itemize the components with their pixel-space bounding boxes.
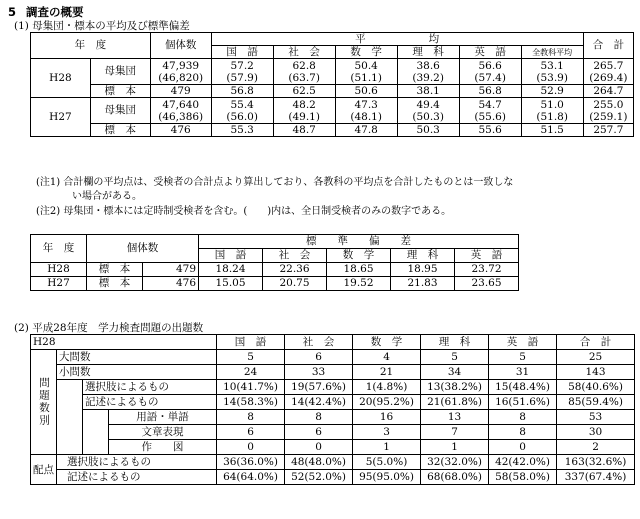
value-cell: 8 <box>489 425 557 440</box>
subject-header: 理 科 <box>391 249 455 263</box>
total-header: 合 計 <box>557 335 635 350</box>
value-cell: 34 <box>421 365 489 380</box>
subsection-1-title: (1) 母集団・標本の平均及び標準偏差 <box>14 20 190 32</box>
value-cell: 0 <box>285 440 353 455</box>
value-cell: 55.3 <box>211 124 273 137</box>
subject-header: 英 語 <box>459 46 521 59</box>
value-cell: 14(58.3%) <box>217 395 285 410</box>
value-cell: 62.5 <box>273 85 335 98</box>
total-cell: 58(40.6%) <box>557 380 635 395</box>
value-cell: 42(42.0%) <box>489 455 557 470</box>
total-cell: 255.0 (259.1) <box>583 98 633 124</box>
total-cell: 25 <box>557 350 635 365</box>
value-cell: 1 <box>421 440 489 455</box>
value-cell: 13 <box>421 410 489 425</box>
value-cell: 55.4 (56.0) <box>211 98 273 124</box>
value-cell: 21 <box>353 365 421 380</box>
year-cell: H27 <box>31 98 91 137</box>
row-label: 選択肢によるもの <box>83 380 217 395</box>
row-label: 小問数 <box>57 365 217 380</box>
indent-cell <box>83 410 109 455</box>
value-cell: 16(51.6%) <box>489 395 557 410</box>
year-header: 年 度 <box>31 33 151 59</box>
value-cell: 54.7 (55.6) <box>459 98 521 124</box>
row-label: 用語・単語 <box>109 410 217 425</box>
group-cell: 標 本 <box>87 263 143 277</box>
subject-header: 国 語 <box>211 46 273 59</box>
row-label: 作 図 <box>109 440 217 455</box>
corner-label: H28 <box>31 335 217 350</box>
value-cell: 52.9 <box>521 85 583 98</box>
value-cell: 62.8 (63.7) <box>273 59 335 85</box>
value-cell: 14(42.4%) <box>285 395 353 410</box>
value-cell: 53.1 (53.9) <box>521 59 583 85</box>
value-cell: 7 <box>421 425 489 440</box>
subject-header: 数 学 <box>327 249 391 263</box>
subject-header: 全教科平均 <box>521 46 583 59</box>
total-cell: 265.7 (269.4) <box>583 59 633 85</box>
value-cell: 21(61.8%) <box>421 395 489 410</box>
subsection-2-title: (2) 平成28年度 学力検査問題の出題数 <box>14 322 204 334</box>
value-cell: 6 <box>285 425 353 440</box>
value-cell: 15.05 <box>199 277 263 291</box>
value-cell: 95(95.0%) <box>353 470 421 485</box>
value-cell: 52(52.0%) <box>285 470 353 485</box>
subject-header: 数 学 <box>335 46 397 59</box>
group-cell: 母集団 <box>90 59 150 85</box>
value-cell: 56.6 (57.4) <box>459 59 521 85</box>
value-cell: 50.3 <box>397 124 459 137</box>
count-cell: 47,939 (46,820) <box>150 59 211 85</box>
value-cell: 18.95 <box>391 263 455 277</box>
value-cell: 21.83 <box>391 277 455 291</box>
count-cell: 479 <box>150 85 211 98</box>
year-cell: H28 <box>31 263 87 277</box>
value-cell: 5 <box>489 350 557 365</box>
count-cell: 476 <box>150 124 211 137</box>
value-cell: 48.2 (49.1) <box>273 98 335 124</box>
value-cell: 48(48.0%) <box>285 455 353 470</box>
points-side-label: 配点 <box>31 455 57 485</box>
row-label: 記述によるもの <box>57 470 217 485</box>
value-cell: 8 <box>285 410 353 425</box>
note-1: (注1) 合計欄の平均点は、受検者の合計点より算出しており、各教科の平均点を合計したものとは一致しな い場合がある。 <box>36 177 514 202</box>
value-cell: 68(68.0%) <box>421 470 489 485</box>
value-cell: 50.6 <box>335 85 397 98</box>
subject-header: 社 会 <box>273 46 335 59</box>
value-cell: 50.4 (51.1) <box>335 59 397 85</box>
group-cell: 標 本 <box>87 277 143 291</box>
total-cell: 30 <box>557 425 635 440</box>
value-cell: 47.8 <box>335 124 397 137</box>
group-cell: 標 本 <box>90 85 150 98</box>
value-cell: 51.0 (51.8) <box>521 98 583 124</box>
value-cell: 10(41.7%) <box>217 380 285 395</box>
question-count-table <box>30 334 635 485</box>
value-cell: 6 <box>217 425 285 440</box>
value-cell: 51.5 <box>521 124 583 137</box>
mean-table <box>30 32 634 137</box>
total-cell: 85(59.4%) <box>557 395 635 410</box>
subject-header: 理 科 <box>421 335 489 350</box>
value-cell: 15(48.4%) <box>489 380 557 395</box>
value-cell: 33 <box>285 365 353 380</box>
value-cell: 1 <box>353 440 421 455</box>
count-cell: 476 <box>143 277 199 291</box>
value-cell: 56.8 <box>459 85 521 98</box>
group-cell: 母集団 <box>90 98 150 124</box>
value-cell: 0 <box>217 440 285 455</box>
total-cell: 53 <box>557 410 635 425</box>
value-cell: 5 <box>217 350 285 365</box>
value-cell: 49.4 (50.3) <box>397 98 459 124</box>
total-cell: 264.7 <box>583 85 633 98</box>
subject-header: 社 会 <box>285 335 353 350</box>
value-cell: 36(36.0%) <box>217 455 285 470</box>
value-cell: 13(38.2%) <box>421 380 489 395</box>
row-label: 文章表現 <box>109 425 217 440</box>
year-cell: H27 <box>31 277 87 291</box>
group-cell: 標 本 <box>90 124 150 137</box>
question-count-side-label: 問題数別 <box>31 350 57 455</box>
value-cell: 64(64.0%) <box>217 470 285 485</box>
total-cell: 2 <box>557 440 635 455</box>
subject-header: 英 語 <box>489 335 557 350</box>
count-cell: 47,640 (46,386) <box>150 98 211 124</box>
value-cell: 3 <box>353 425 421 440</box>
value-cell: 4 <box>353 350 421 365</box>
value-cell: 16 <box>353 410 421 425</box>
count-cell: 479 <box>143 263 199 277</box>
value-cell: 19.52 <box>327 277 391 291</box>
subject-header: 社 会 <box>263 249 327 263</box>
section-title: 調査の概要 <box>26 5 84 19</box>
note-2: (注2) 母集団・標本には定時制受検者を含む。( )内は、全日制受検者のみの数字である。 <box>36 206 452 217</box>
total-cell: 143 <box>557 365 635 380</box>
total-cell: 163(32.6%) <box>557 455 635 470</box>
value-cell: 18.65 <box>327 263 391 277</box>
value-cell: 0 <box>489 440 557 455</box>
value-cell: 22.36 <box>263 263 327 277</box>
value-cell: 55.6 <box>459 124 521 137</box>
count-header: 個体数 <box>150 33 211 59</box>
value-cell: 23.65 <box>455 277 519 291</box>
count-header: 個体数 <box>87 235 199 263</box>
value-cell: 32(32.0%) <box>421 455 489 470</box>
value-cell: 19(57.6%) <box>285 380 353 395</box>
value-cell: 18.24 <box>199 263 263 277</box>
row-label: 記述によるもの <box>83 395 217 410</box>
value-cell: 6 <box>285 350 353 365</box>
value-cell: 8 <box>217 410 285 425</box>
subject-header: 国 語 <box>199 249 263 263</box>
subject-header: 理 科 <box>397 46 459 59</box>
value-cell: 31 <box>489 365 557 380</box>
value-cell: 47.3 (48.1) <box>335 98 397 124</box>
value-cell: 23.72 <box>455 263 519 277</box>
row-label: 選択肢によるもの <box>57 455 217 470</box>
subject-header: 国 語 <box>217 335 285 350</box>
subject-header: 数 学 <box>353 335 421 350</box>
value-cell: 38.1 <box>397 85 459 98</box>
total-cell: 337(67.4%) <box>557 470 635 485</box>
value-cell: 5(5.0%) <box>353 455 421 470</box>
value-cell: 24 <box>217 365 285 380</box>
value-cell: 8 <box>489 410 557 425</box>
indent-cell <box>57 380 83 455</box>
year-header: 年 度 <box>31 235 87 263</box>
total-header: 合 計 <box>583 33 633 59</box>
year-cell: H28 <box>31 59 91 98</box>
value-cell: 1(4.8%) <box>353 380 421 395</box>
section-number: 5 <box>8 5 17 19</box>
average-header: 平 均 <box>211 33 583 46</box>
total-cell: 257.7 <box>583 124 633 137</box>
sd-table <box>30 234 519 291</box>
value-cell: 38.6 (39.2) <box>397 59 459 85</box>
value-cell: 20.75 <box>263 277 327 291</box>
value-cell: 5 <box>421 350 489 365</box>
subject-header: 英 語 <box>455 249 519 263</box>
value-cell: 58(58.0%) <box>489 470 557 485</box>
row-label: 大問数 <box>57 350 217 365</box>
sd-header: 標 準 偏 差 <box>199 235 519 249</box>
value-cell: 20(95.2%) <box>353 395 421 410</box>
value-cell: 57.2 (57.9) <box>211 59 273 85</box>
value-cell: 48.7 <box>273 124 335 137</box>
value-cell: 56.8 <box>211 85 273 98</box>
